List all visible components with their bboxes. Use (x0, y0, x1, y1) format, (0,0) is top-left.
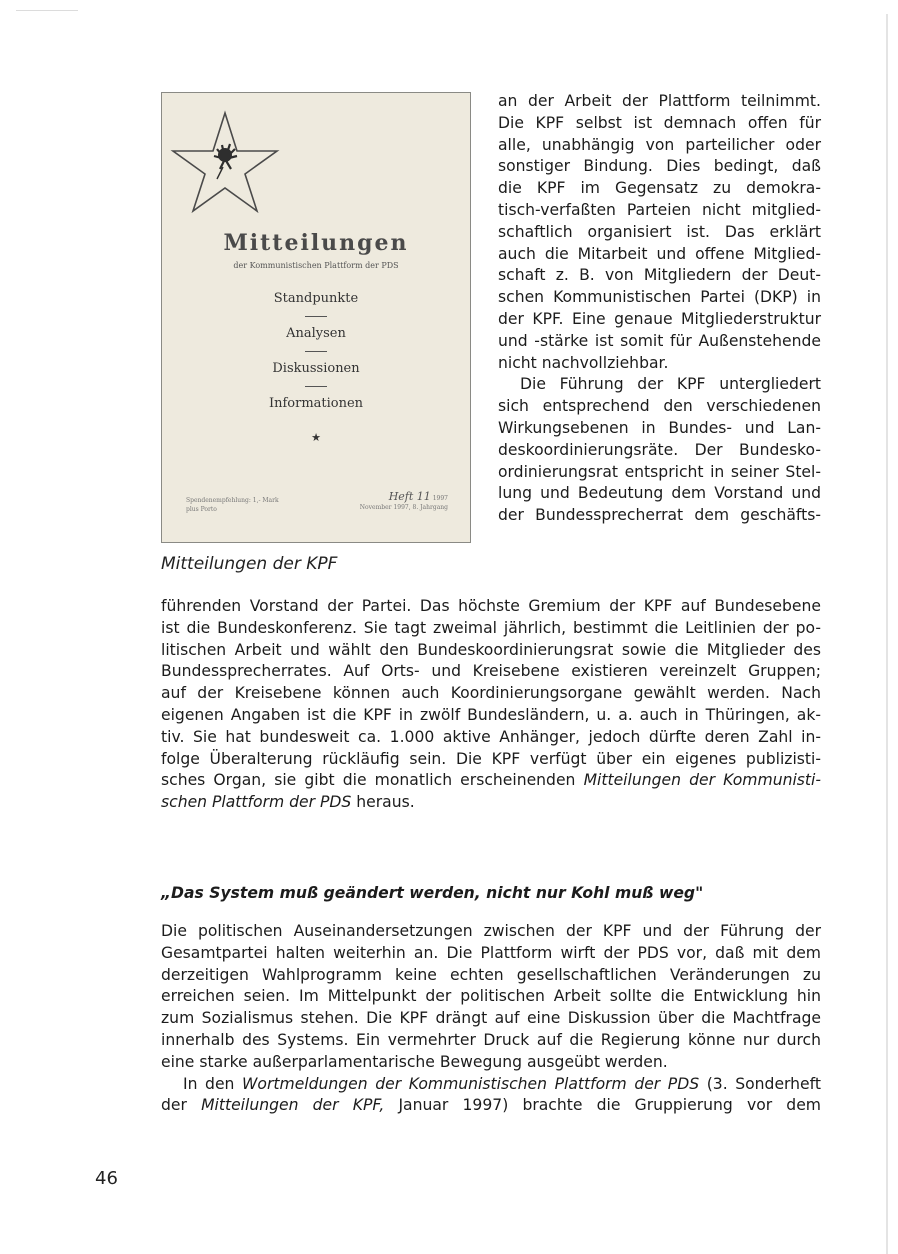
text-line: erreichen seien. Im Mittelpunkt der politischen Arbeit sollte die Entwicklung hin (161, 987, 821, 1006)
text-line: schen Kommunistischen Partei (DKP) in (498, 288, 821, 307)
right-column-text (498, 91, 821, 527)
text-line: alle, unabhängig von parteilicher oder (498, 135, 821, 154)
text-line: sches Organ, sie gibt die monatlich erscheinenden Mitteilungen der Kommunisti- (161, 771, 821, 790)
full-width-text (161, 596, 821, 814)
figure-caption: Mitteilungen der KPF (161, 554, 338, 574)
text-line: ordinierungsrat entspricht in seiner Stel- (498, 462, 821, 481)
publication-title: Mitteilungen der Kommunisti- (583, 771, 821, 790)
text-line: Die Führung der KPF untergliedert (520, 375, 821, 394)
text-line: lung und Bedeutung dem Vorstand und (498, 484, 821, 503)
publication-title: Wortmeldungen der Kommunistischen Plattform der PDS (242, 1074, 700, 1093)
cover-image (161, 92, 471, 543)
text-line: tiv. Sie hat bundesweit ca. 1.000 aktive Anhänger, jedoch dürfte deren Zahl in- (161, 727, 821, 746)
section-text (161, 921, 821, 1117)
text-line: Die KPF selbst ist demnach offen für (498, 113, 821, 132)
publication-title: Mitteilungen der KPF, (201, 1096, 385, 1115)
text-line: ist die Bundeskonferenz. Sie tagt zweimal jährlich, bestimmt die Leitlinien der po- (161, 618, 821, 637)
cover-topics (162, 291, 470, 412)
publication-title: schen Plattform der PDS (161, 793, 352, 812)
text-line: Gesamtpartei halten weiterhin an. Die Plattform wirft der PDS vor, daß mit dem (161, 943, 821, 962)
text-line: nicht nachvollziehbar. (498, 353, 669, 372)
issue-number: Heft 11 (388, 490, 431, 503)
cover-topic: Analysen (286, 326, 346, 341)
divider (305, 351, 327, 352)
text-line: innerhalb des Systems. Ein vermehrter Druck auf die Regierung könne nur durch (161, 1030, 821, 1049)
scan-edge (886, 14, 888, 1254)
text-line: In den Wortmeldungen der Kommunistischen Plattform der PDS (3. Sonderheft (183, 1074, 821, 1093)
text-line: folge Überalterung rückläufig sein. Die KPF verfügt über ein eigenes publizisti- (161, 749, 821, 768)
cover-issue-note: Heft 11 1997 November 1997, 8. Jahrgang (359, 490, 448, 511)
text-line: der Bundessprecherrat dem geschäfts- (498, 506, 821, 525)
text-line: eigenen Angaben ist die KPF in zwölf Bundesländern, u. a. auch in Thüringen, ak- (161, 705, 821, 724)
text-line: führenden Vorstand der Partei. Das höchste Gremium der KPF auf Bundesebene (161, 597, 821, 615)
text-line: und -stärke ist somit für Außenstehende (498, 331, 821, 350)
section-heading: „Das System muß geändert werden, nicht nur Kohl muß weg" (161, 884, 704, 902)
text-line: sich entsprechend den verschiedenen (498, 397, 821, 416)
text-line: tisch-verfaßten Parteien nicht mitglied- (498, 200, 821, 219)
cover-subtitle: der Kommunistischen Plattform der PDS (233, 261, 399, 270)
text-line: schaftlich organisiert ist. Das erklärt (498, 222, 821, 241)
text-line: Bundessprecherrates. Auf Orts- und Kreisebene existieren vereinzelt Gruppen; (161, 662, 821, 681)
cover-topic: Diskussionen (272, 361, 360, 376)
star-emblem-icon (170, 109, 280, 214)
cover-price-note: Spendenempfehlung: 1,- Mark plus Porto (186, 497, 279, 513)
cover-topic: Standpunkte (273, 291, 359, 306)
text-line: litischen Arbeit und wählt den Bundeskoordinierungsrat sowie die Mitglieder des (161, 640, 821, 659)
text-line: Wirkungsebenen in Bundes- und Lan- (498, 418, 821, 437)
text-line: auf der Kreisebene können auch Koordinierungsorgane gewählt werden. Nach (161, 684, 821, 703)
cover-topic: Informationen (268, 396, 364, 411)
text-line: der Mitteilungen der KPF, Januar 1997) brachte die Gruppierung vor dem (161, 1096, 821, 1115)
carnation-icon (214, 144, 237, 179)
text-line: der KPF. Eine genaue Mitgliederstruktur (498, 309, 821, 328)
text-line: die KPF im Gegensatz zu demokra- (498, 179, 821, 198)
divider (305, 386, 327, 387)
scan-artifact (16, 10, 78, 11)
cover-star-icon: ★ (311, 431, 321, 444)
text-line: zum Sozialismus stehen. Die KPF drängt auf eine Diskussion über die Machtfrage (161, 1009, 821, 1028)
cover-title: Mitteilungen (223, 230, 409, 256)
text-line: deskoordinierungsräte. Der Bundesko- (498, 440, 821, 459)
divider (305, 316, 327, 317)
text-line: sonstiger Bindung. Dies bedingt, daß (498, 157, 821, 176)
text-line: schaft z. B. von Mitgliedern der Deut- (498, 266, 821, 285)
text-line: schen Plattform der PDS heraus. (161, 793, 415, 812)
page-number: 46 (95, 1168, 118, 1189)
text-line: an der Arbeit der Plattform teilnimmt. (498, 92, 821, 110)
text-line: auch die Mitarbeit und offene Mitglied- (498, 244, 821, 263)
text-line: eine starke außerparlamentarische Bewegung ausgeübt werden. (161, 1052, 668, 1071)
text-line: Die politischen Auseinandersetzungen zwischen der KPF und der Führung der (161, 922, 821, 940)
text-line: derzeitigen Wahlprogramm keine echten gesellschaftlichen Veränderungen zu (161, 965, 821, 984)
